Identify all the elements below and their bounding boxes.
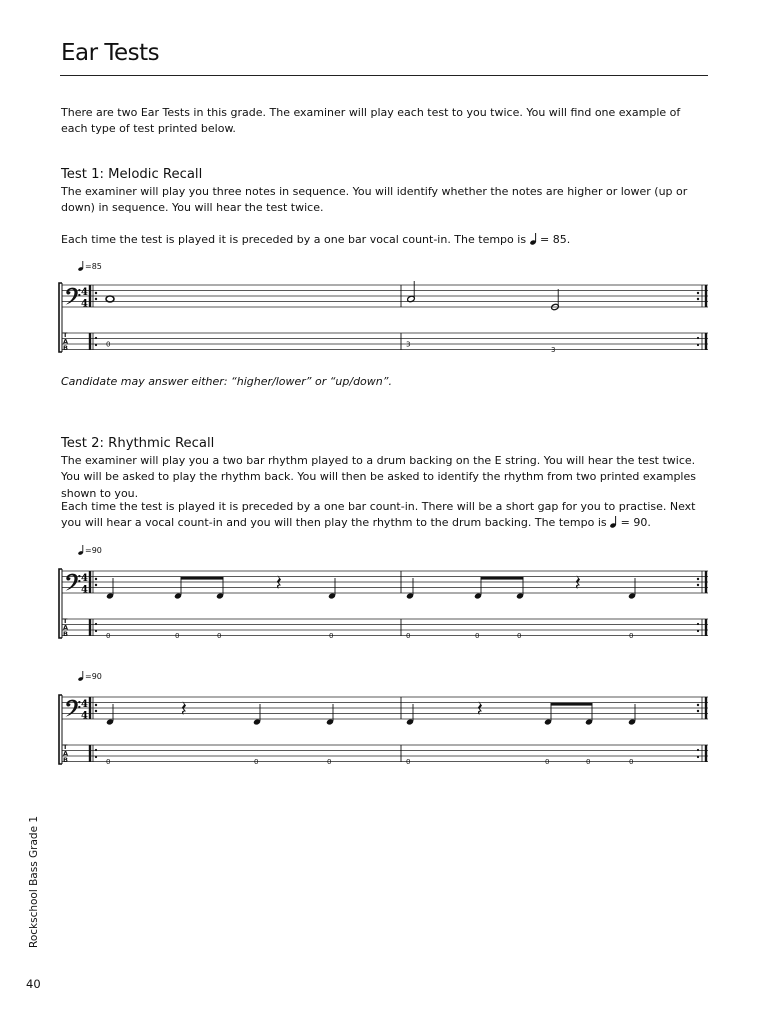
test1-tempo-value: = 85.	[536, 233, 571, 246]
page-title: Ear Tests	[61, 40, 160, 66]
repeat-start	[90, 571, 97, 636]
repeat-end	[697, 571, 706, 636]
svg-text:B: B	[63, 756, 68, 764]
repeat-start	[90, 697, 97, 762]
svg-text:0: 0	[629, 632, 634, 640]
svg-text:0: 0	[545, 758, 550, 766]
test1-tempo-marking	[78, 261, 102, 271]
test2-paragraph-2-text: Each time the test is played it is preceded by a one bar count-in. There will be a short gap for you to practise. Next you will hear a vocal count-in and you will then play the rhythm to the drum backing. The tempo is	[61, 500, 696, 530]
tab-number	[106, 758, 633, 766]
quarter-note	[406, 578, 414, 600]
staff-lines	[62, 571, 708, 636]
test2-paragraph-1: The examiner will play you a two bar rhythm played to a drum backing on the E string. You will hear the test twice. You will be asked to play the rhythm back. You will then be asked to identify the rhythm from two printed examples shown to you.	[61, 454, 696, 500]
tab-clef	[63, 617, 68, 638]
tab-clef	[63, 743, 68, 764]
repeat-start	[90, 285, 97, 350]
test1-paragraph-1: The examiner will play you three notes in sequence. You will identify whether the notes are higher or lower (up or down) in sequence. You will hear the test twice.	[61, 185, 688, 215]
svg-text:A: A	[63, 749, 69, 758]
time-sig-top: 4	[81, 573, 88, 584]
page-number: 40	[26, 977, 41, 991]
svg-text:0: 0	[406, 632, 411, 640]
quarter-note	[328, 578, 336, 600]
tab-number	[106, 632, 633, 640]
quarter-note	[326, 704, 334, 726]
test1-answer-note: Candidate may answer either: “higher/lower” or “up/down”.	[61, 375, 392, 388]
tab-clef	[63, 331, 68, 352]
quarter-note	[406, 704, 414, 726]
svg-text:0: 0	[254, 758, 259, 766]
test2-tempo-value: = 90.	[617, 516, 651, 530]
quarter-note-icon	[78, 671, 84, 681]
quarter-note	[628, 704, 636, 726]
staff-lines	[62, 285, 708, 350]
svg-text:A: A	[63, 337, 69, 346]
staff-lines	[62, 697, 708, 762]
tempo-text: =90	[85, 545, 102, 555]
test1-paragraph-2-text: Each time the test is played it is preceded by a one bar vocal count-in. The tempo is	[61, 233, 530, 246]
svg-text:3: 3	[406, 340, 411, 349]
test2-heading: Test 2: Rhythmic Recall	[61, 436, 215, 451]
svg-text:0: 0	[329, 632, 334, 640]
svg-text:A: A	[63, 623, 69, 632]
time-sig-bottom: 4	[81, 710, 88, 722]
svg-text:0: 0	[106, 632, 111, 640]
svg-text:T: T	[63, 617, 68, 625]
quarter-note-icon	[78, 545, 84, 555]
svg-text:B: B	[63, 344, 68, 352]
time-sig-top: 4	[81, 699, 88, 710]
svg-text:3: 3	[551, 346, 556, 354]
quarter-note	[253, 704, 261, 726]
test1-paragraph-2	[61, 232, 709, 248]
quarter-note	[628, 578, 636, 600]
test1-heading: Test 1: Melodic Recall	[61, 167, 203, 182]
svg-text:B: B	[63, 630, 68, 638]
time-sig-bottom: 4	[81, 584, 88, 596]
half-note	[551, 289, 560, 311]
repeat-end	[697, 697, 706, 762]
svg-text:0: 0	[175, 632, 180, 640]
test2b-notation-system	[58, 692, 718, 770]
svg-text:T: T	[63, 331, 68, 339]
test2-paragraph-2	[61, 499, 709, 532]
time-sig-bottom: 4	[81, 298, 88, 310]
svg-text:0: 0	[629, 758, 634, 766]
test2a-notation-system	[58, 566, 718, 644]
test2a-tempo-marking	[78, 545, 102, 555]
eighth-note-pair	[174, 577, 224, 600]
test1-notation-system	[58, 280, 718, 358]
svg-text:0: 0	[327, 758, 332, 766]
half-note	[407, 281, 416, 303]
svg-text:0: 0	[406, 758, 411, 766]
title-rule	[60, 75, 708, 76]
tempo-text: =90	[85, 671, 102, 681]
quarter-note	[106, 578, 114, 600]
intro-paragraph: There are two Ear Tests in this grade. The examiner will play each test to you twice. You will find one example of each type of test printed below.	[61, 106, 681, 136]
eighth-note-pair	[544, 703, 593, 726]
side-label: Rockschool Bass Grade 1	[28, 815, 40, 948]
quarter-note-icon	[78, 261, 84, 271]
svg-text:0: 0	[217, 632, 222, 640]
time-sig-top: 4	[81, 287, 88, 298]
test2b-tempo-marking	[78, 671, 102, 681]
quarter-note-icon	[530, 233, 537, 245]
svg-text:T: T	[63, 743, 68, 751]
svg-text:0: 0	[106, 758, 111, 766]
svg-text:0: 0	[517, 632, 522, 640]
svg-text:0: 0	[475, 632, 480, 640]
quarter-note	[106, 704, 114, 726]
tab-number	[106, 341, 555, 355]
svg-text:0: 0	[106, 340, 111, 349]
tempo-text: =85	[85, 261, 102, 271]
eighth-note-pair	[474, 577, 524, 600]
svg-text:0: 0	[586, 758, 591, 766]
repeat-end	[697, 285, 706, 350]
